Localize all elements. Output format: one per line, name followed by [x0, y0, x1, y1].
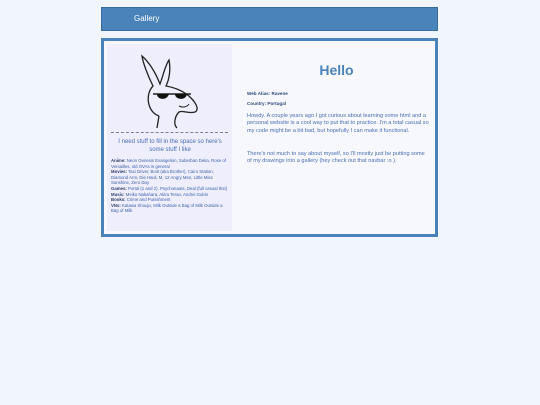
navbar: [101, 7, 438, 31]
nav-link-gallery[interactable]: Gallery: [134, 14, 160, 23]
sidebar: [107, 44, 232, 231]
likes-list: [111, 158, 231, 214]
likes-item-books: Books: Crime and Punishment: [111, 197, 171, 203]
likes-item-anime: Anime: Neon Genesis Evangelion, Suberban Deka, Rose of Versailles, old OVAs in general: [111, 158, 226, 169]
likes-item-games: Games: Portal (1 and 2), Psychonauts, Deal (full casual thst): [111, 185, 228, 191]
country: Country: Portugal: [247, 101, 287, 106]
intro-paragraph: Howdy. A couple years ago I got curious about learning some html and a personal website is a cool way to put that to practice. I'm a total casual so my code might be a bit bad, but hopefully I can make it functional.: [247, 113, 429, 134]
content-frame: [101, 38, 438, 237]
rabbit-drawing: [139, 54, 203, 130]
likes-item-music: Music: Meiko Nakahara, Akira Terao, Andrei Gubin: [111, 191, 209, 197]
sidebar-divider: [111, 132, 228, 133]
sidebar-intro: I need stuff to fill in the space so here's some stuff I like: [118, 139, 222, 153]
page-title: Hello: [319, 62, 354, 78]
likes-item-vns: VNs: Katawa Shoujo, Milk Outside a Bag of Milk Outside a Bag of Milk: [111, 202, 223, 214]
web-alias: Web Alias: Ravene: [247, 91, 288, 96]
main-content: [244, 41, 434, 231]
likes-item-movies: Movies: Taxi Driver, Bost (aka Brother), Cairo Station, Diamond Arm, Die Hard, M, 12 Angry Men, Little Miss Sunshine, Zero Day: [111, 169, 214, 186]
about-paragraph: There's not much to say about myself, so I'll mostly just be putting some of my drawings into a gallery (hey check out that navbar :o ).: [247, 151, 425, 165]
